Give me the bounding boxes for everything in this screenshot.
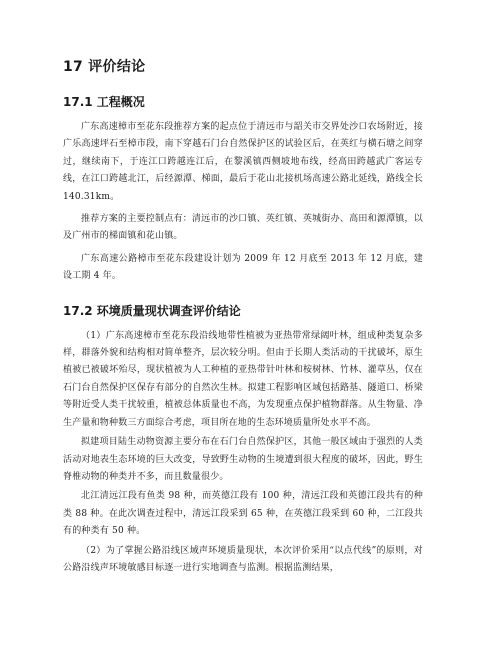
paragraph-construction-schedule: 广东高速公路樟市至花东段建设计划为 2009 年 12 月底至 2013 年 12 月底，建设工期 4 年。 [63,253,423,282]
paragraph-acoustic-environment: （2）为了掌握公路沿线区域声环境质量现状，本次评价采用“以点代线”的原则，对公路沿线声环境敏感目标逐一进行实地调查与监测。根据监测结果， [63,545,423,573]
paragraph-control-points: 推荐方案的主要控制点有：清远市的沙口镇、英红镇、英城街办、高田和源潭镇，以及广州市的梯面镇和花山镇。 [63,214,423,242]
section-title-environment: 17.2 环境质量现状调查评价结论 [63,303,241,318]
section-title-overview: 17.1 工程概况 [63,95,145,109]
paragraph-route-description: 广东高速樟市至花东段推荐方案的起点位于清远市与韶关市交界处沙口农场附近，接广乐高速坪石至樟市段，南下穿越石门台自然保护区的试验区后，在英红与横石塘之间穿过，继续南下，于连江口跨越连江后，在黎溪镇西侧坡地布线，经高田跨越武广客运专线，在江口跨越北江，后经源潭、梯面，最后于花山北接机场高速公路北延线，路线全长 140.31km。 [63,122,423,202]
paragraph-terrestrial-animals: 拟建项目陆生动物资源主要分布在石门台自然保护区，其他一般区域由于强烈的人类活动对地表生态环境的巨大改变，导致野生动物的生境遭到很大程度的破坏，因此，野生脊椎动物的种类并不多，而且数量很少。 [63,437,423,482]
page-content [63,58,423,579]
chapter-title: 17 评价结论 [63,59,146,75]
section-spacer [63,291,423,303]
paragraph-vegetation: （1）广东高速樟市至花东段沿线地带性植被为亚热带常绿阔叶林，组成种类复杂多样，群落外貌和结构相对简单整齐，层次较分明。但由于长期人类活动的干扰破坏，原生植被已被破坏殆尽，现状植被为人工种植的亚热带针叶林和桉树林、竹林、灌草丛，仅在石门台自然保护区保存有部分的自然次生林。拟建工程影响区域包括路基、隧道口、桥梁等附近受人类干扰较重，植被总体质量也不高，为发现重点保护植物群落。从生物量、净生产量和物种数三方面综合考虑，项目所在地的生态环境质量所处水平不高。 [63,330,423,428]
paragraph-fish-species: 北江清远江段有鱼类 98 种，而英德江段有 100 种，清远江段和英德江段共有的种类 88 种。在此次调查过程中，清远江段采到 65 种，在英德江段采到 60 种，二江段共有的种类有 50 种。 [63,491,423,537]
